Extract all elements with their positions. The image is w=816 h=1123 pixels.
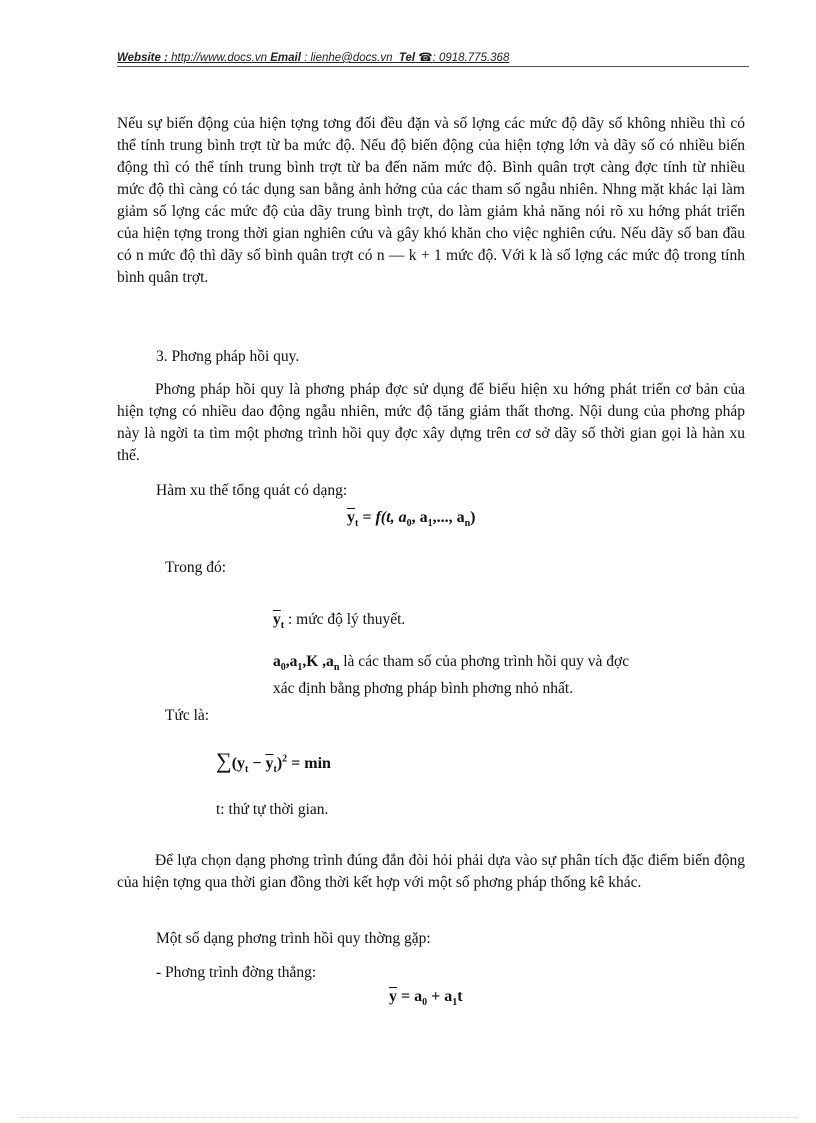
general-form-intro: Hàm xu thế tổng quát có dạng: <box>156 482 348 499</box>
formula-trend-function: $\overline{y}_t = f(t$, $a_0$, $a_1$,..., $a_n$) <box>347 509 476 530</box>
email-label: Email <box>270 52 301 64</box>
section-3-title: 3. Phơng pháp hồi quy. <box>156 348 300 365</box>
email-value[interactable]: : lienhe@docs.vn <box>304 52 393 64</box>
website-label: Website : <box>117 52 168 64</box>
paragraph-regression-method: Phơng pháp hồi quy là phơng pháp đợc sử dụng để biểu hiện xu hớng phát triển cơ bản của hiện tợng có nhiều dao động ngẫu nhiên, mức độ tăng giảm thất thơng. Nội dung của phơng pháp này là ngời ta tìm một phơng trình hồi quy đợc xây dựng trên cơ sở dãy số thời gian gọi là hàn xu thế. <box>117 381 745 464</box>
footer-divider <box>20 1117 796 1118</box>
linear-equation-label: - Phơng trình đờng thẳng: <box>156 964 317 981</box>
formula-linear: $\overline{y} = a_0 + a_1t$ <box>389 988 463 1009</box>
paragraph-moving-average: Nếu sự biến động của hiện tợng tơng đối đều đặn và số lợng các mức độ dãy số không nhiều thì có thể tính trung bình trợt từ ba mức độ. Nếu độ biến động của hiện tợng lớn và dãy số có nhiều biến động thì có thể tính trung bình trợt từ ba đến năm mức độ. Bình quân trợt càng đợc tính từ nhiều mức độ thì càng có tác dụng san bằng ảnh hởng của các tham số ngẫu nhiên. Nhng mặt khác lại làm giảm số lợng các mức độ của dãy trung bình trợt, do làm giảm khả năng nói rõ xu hớng phát triển của hiện tợng trong thời gian nghiên cứu và gây khó khăn cho việc nghiên cứu. Nếu dãy số ban đầu có n mức độ thì dãy số bình quân trợt có n — k + 1 mức độ. Với k là số lợng các mức độ trong tính bình quân trợt. <box>117 115 745 286</box>
tel-label: Tel <box>398 52 416 64</box>
definition-parameters: $a_0,a_1,K$ $,a_n$ là các tham số của phơng trình hồi quy và đợc <box>273 653 630 674</box>
common-regression-forms: Một số dạng phơng trình hồi quy thờng gặp: <box>156 930 431 947</box>
definition-theoretical-level: $\overline{y}_t$ : mức độ lý thuyết. <box>273 611 406 632</box>
formula-least-squares: $\sum(y_t - \overline{y}_t)^2 = \min$ <box>216 748 331 776</box>
website-url[interactable]: http://www.docs.vn <box>171 52 267 64</box>
header-content <box>117 52 509 64</box>
where-label: Trong đó: <box>165 559 227 576</box>
tel-value: : 0918.775.368 <box>432 52 510 64</box>
paragraph-choosing-equation: Để lựa chọn dạng phơng trình đúng đắn đòi hỏi phải dựa vào sự phân tích đặc điểm biến động của hiện tợng qua thời gian đồng thời kết hợp với một số phơng pháp thống kê khác. <box>117 852 745 891</box>
header-divider <box>117 66 749 67</box>
page-header <box>117 50 747 64</box>
that-is-label: Tức là: <box>165 707 210 724</box>
definition-parameters-line2: xác định bằng phơng pháp bình phơng nhỏ nhất. <box>273 680 574 697</box>
phone-icon: ☎ <box>418 52 433 64</box>
time-order-definition: t: thứ tự thời gian. <box>216 801 329 818</box>
